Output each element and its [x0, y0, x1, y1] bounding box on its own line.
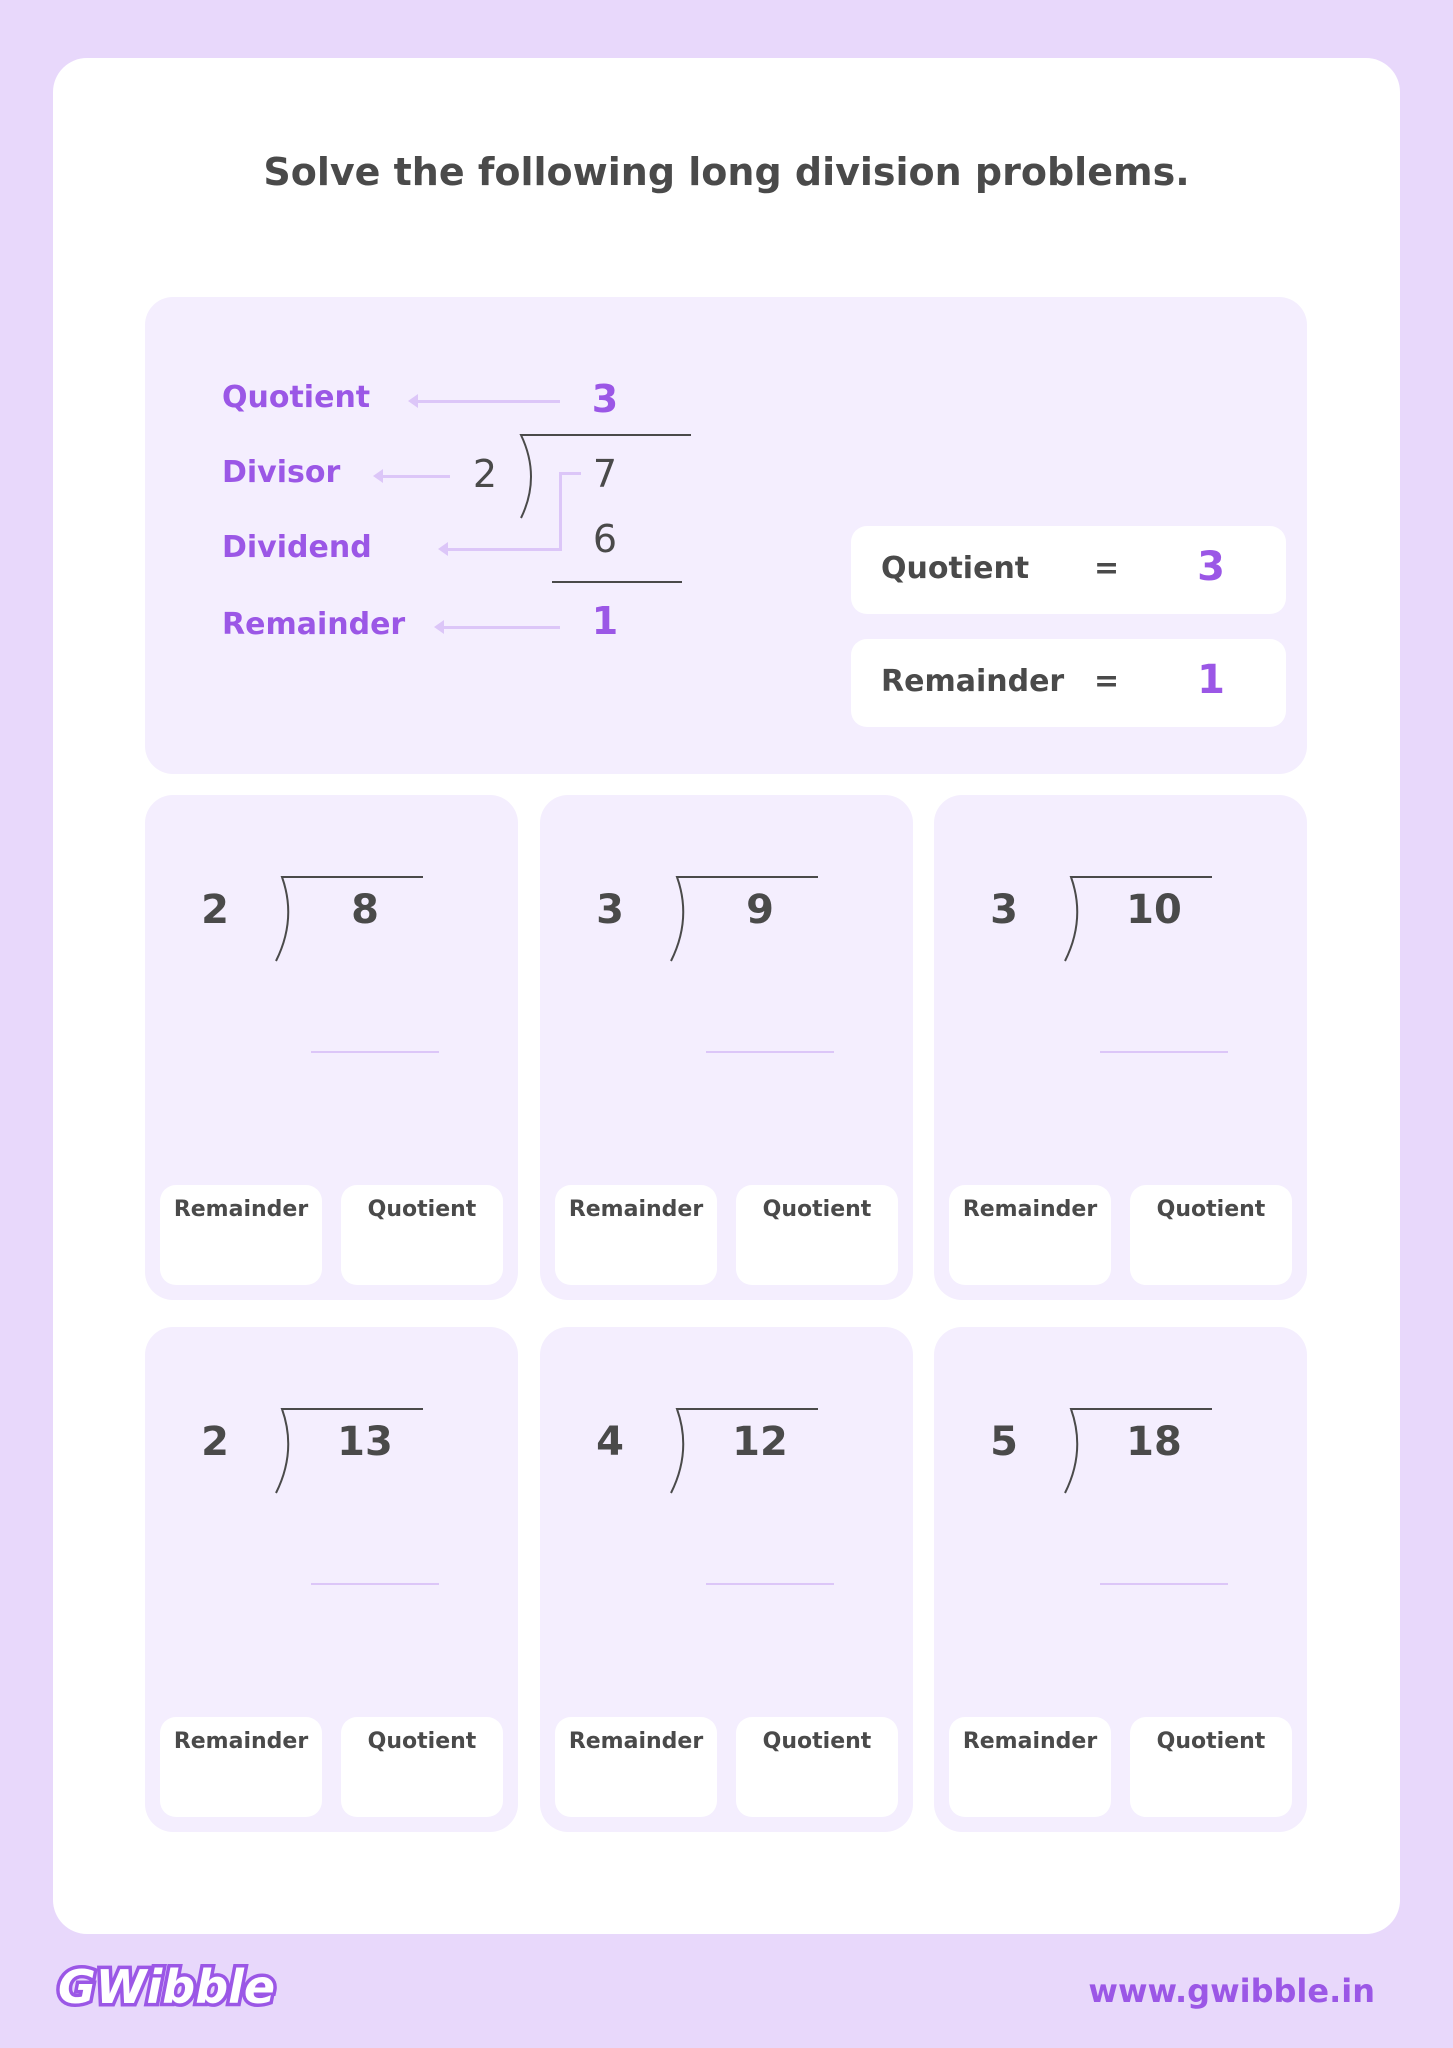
quotient-answer-box[interactable]	[1130, 1717, 1292, 1817]
quotient-box-label: Quotient	[367, 1729, 477, 1754]
divisor: 4	[596, 1419, 624, 1465]
quotient-answer-box[interactable]	[341, 1185, 503, 1285]
dividend: 13	[337, 1419, 393, 1465]
remainder-box-label: Remainder	[568, 1197, 704, 1222]
divisor: 2	[201, 1419, 229, 1465]
divisor: 3	[596, 887, 624, 933]
divisor: 3	[990, 887, 1018, 933]
website-link[interactable]: www.gwibble.in	[1088, 1972, 1375, 2010]
dividend: 10	[1126, 887, 1182, 933]
dividend: 18	[1126, 1419, 1182, 1465]
equals-sign: =	[1094, 664, 1120, 699]
remainder-answer-box[interactable]	[160, 1185, 322, 1285]
division-bracket	[515, 432, 835, 522]
answer-line	[311, 1583, 439, 1585]
remainder-box-label: Remainder	[173, 1197, 309, 1222]
quotient-label: Quotient	[222, 380, 371, 415]
quotient-box-label: Quotient	[1156, 1197, 1266, 1222]
dividend: 8	[351, 887, 379, 933]
quotient-box-label: Quotient	[762, 1197, 872, 1222]
quotient-answer-box[interactable]	[736, 1717, 898, 1817]
quotient-answer-box[interactable]	[1130, 1185, 1292, 1285]
remainder-box-label: Remainder	[962, 1197, 1098, 1222]
dividend-arrow	[445, 548, 560, 551]
quotient-box-label: Quotient	[367, 1197, 477, 1222]
dividend: 12	[732, 1419, 788, 1465]
remainder-arrow	[441, 626, 560, 629]
problem-card	[540, 795, 913, 1300]
worksheet-title: Solve the following long division problems.	[263, 150, 1190, 194]
answer-line	[1100, 1583, 1228, 1585]
example-dividend: 7	[592, 452, 618, 496]
gwibble-logo: GWibble	[58, 1960, 276, 2014]
answer-line	[706, 1583, 834, 1585]
example-product: 6	[592, 517, 618, 561]
quotient-arrow	[415, 400, 560, 403]
answer-line	[1100, 1051, 1228, 1053]
remainder-box-label: Remainder	[173, 1729, 309, 1754]
remainder-box-label: Remainder	[568, 1729, 704, 1754]
example-panel	[145, 297, 1307, 774]
remainder-box-label: Remainder	[962, 1729, 1098, 1754]
remainder-answer-box[interactable]	[949, 1185, 1111, 1285]
result-label: Quotient	[881, 551, 1030, 586]
remainder-answer-box[interactable]	[555, 1717, 717, 1817]
divisor-arrow	[380, 475, 450, 478]
result-remainder-box	[851, 639, 1286, 727]
quotient-answer-box[interactable]	[736, 1185, 898, 1285]
divisor: 2	[201, 887, 229, 933]
problem-card	[934, 1327, 1307, 1832]
quotient-box-label: Quotient	[1156, 1729, 1266, 1754]
remainder-answer-box[interactable]	[949, 1717, 1111, 1817]
example-remainder: 1	[591, 599, 619, 643]
problem-card	[145, 1327, 518, 1832]
remainder-answer-box[interactable]	[160, 1717, 322, 1817]
subtraction-line	[552, 581, 682, 583]
divisor-label: Divisor	[222, 455, 341, 490]
remainder-answer-box[interactable]	[555, 1185, 717, 1285]
problem-card	[145, 795, 518, 1300]
dividend: 9	[746, 887, 774, 933]
dividend-label: Dividend	[222, 530, 372, 565]
answer-line	[311, 1051, 439, 1053]
equals-sign: =	[1094, 551, 1120, 586]
result-value: 1	[1197, 657, 1225, 703]
remainder-label: Remainder	[222, 607, 406, 642]
example-divisor: 2	[472, 452, 498, 496]
example-quotient: 3	[591, 377, 619, 421]
problem-card	[540, 1327, 913, 1832]
problem-card	[934, 795, 1307, 1300]
result-value: 3	[1197, 544, 1225, 590]
quotient-box-label: Quotient	[762, 1729, 872, 1754]
quotient-answer-box[interactable]	[341, 1717, 503, 1817]
divisor: 5	[990, 1419, 1018, 1465]
result-label: Remainder	[881, 664, 1065, 699]
answer-line	[706, 1051, 834, 1053]
result-quotient-box	[851, 526, 1286, 614]
